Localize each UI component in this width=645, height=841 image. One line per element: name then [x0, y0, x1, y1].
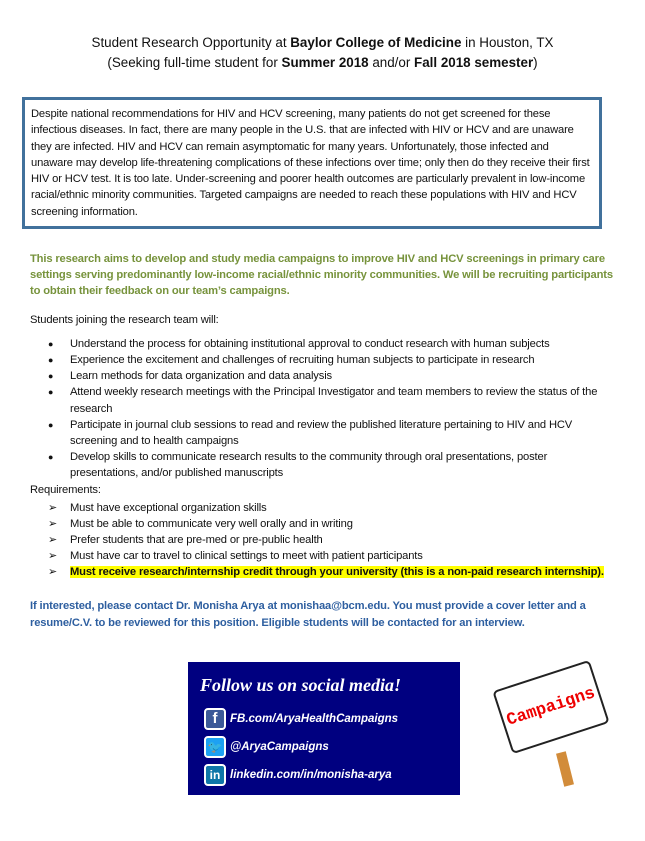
- list-item: [48, 532, 608, 548]
- arrow-icon: ➢: [48, 501, 58, 514]
- requirements-list: [48, 500, 608, 580]
- facebook-icon: f: [204, 708, 226, 730]
- list-item: ● Attend weekly research meetings with the Principal Investigator and team members to review the status of the research: [48, 384, 608, 416]
- twitter-handle[interactable]: @AryaCampaigns: [230, 740, 329, 753]
- contact-info: If interested, please contact Dr. Monisha Arya at monishaa@bcm.edu. You must provide a cover letter and a resume/C.V. to be reviewed for this position. Eligible students will be contacted for an interview.: [30, 599, 586, 629]
- social-heading: Follow us on social media!: [200, 674, 402, 695]
- list-item: [48, 516, 608, 532]
- institution-name: Baylor College of Medicine: [290, 35, 462, 50]
- list-item: ● Participate in journal club sessions to read and review the published literature pertaining to HIV and HCV screening and to health campaigns: [48, 417, 608, 449]
- students-intro: Students joining the research team will:: [30, 313, 219, 326]
- list-item: ● Learn methods for data organization and data analysis: [48, 368, 608, 384]
- twitter-icon: 🐦: [204, 736, 226, 758]
- term-fall: Fall 2018 semester: [414, 55, 534, 70]
- linkedin-icon: in: [204, 764, 226, 786]
- list-item: ● Experience the excitement and challenges of recruiting human subjects to participate in research: [48, 352, 608, 368]
- social-media-panel: [188, 662, 460, 795]
- title-text: Student Research Opportunity at: [91, 35, 291, 50]
- title-text: in Houston, TX: [461, 35, 554, 50]
- arrow-icon: ➢: [48, 565, 58, 578]
- student-benefits-list: [48, 336, 608, 482]
- requirement-text: Must have car to travel to clinical settings to meet with patient participants: [70, 549, 423, 562]
- list-item: ● Understand the process for obtaining institutional approval to conduct research with human subjects: [48, 336, 608, 352]
- sign-stick: [556, 751, 574, 786]
- highlighted-requirement: Must receive research/internship credit through your university (this is a non-paid research internship).: [70, 565, 604, 578]
- subtitle-text: (Seeking full-time student for: [107, 55, 282, 70]
- subtitle-text: and/or: [368, 55, 415, 70]
- arrow-icon: ➢: [48, 517, 58, 530]
- requirement-text: Must have exceptional organization skills: [70, 501, 267, 514]
- facebook-url[interactable]: FB.com/AryaHealthCampaigns: [230, 712, 399, 725]
- arrow-icon: ➢: [48, 549, 58, 562]
- facebook-link[interactable]: [204, 708, 398, 730]
- list-item: ● Develop skills to communicate research results to the community through oral presentations, poster presentations, and/or published manuscripts: [48, 449, 608, 481]
- requirement-text: Prefer students that are pre-med or pre-public health: [70, 533, 323, 546]
- subtitle-text: ): [533, 55, 538, 70]
- requirement-text: Must be able to communicate very well orally and in writing: [70, 517, 353, 530]
- campaigns-sign: [492, 659, 609, 753]
- list-item: [48, 564, 608, 580]
- list-item: [48, 500, 608, 516]
- twitter-link[interactable]: [204, 736, 329, 758]
- linkedin-url[interactable]: linkedin.com/in/monisha-arya: [230, 768, 392, 781]
- bottom-section: [0, 662, 645, 812]
- background-box: Despite national recommendations for HIV and HCV screening, many patients do not get screened for these infectious diseases. In fact, there are many people in the U.S. that are infected with HIV or HCV and are unaware they are infected. HIV and HCV can remain asymptomatic for many years. Unfortunately, those infected and unaware may develop life-threatening complications of these infections over time; only then do they receive their first HIV or HCV test. It is too late. Under-screening and poorer health outcomes are particularly prevalent in low-income racial/ethnic minority communities. Targeted campaigns are needed to reach these populations with HIV and HCV screening information.: [22, 97, 602, 229]
- arrow-icon: ➢: [48, 533, 58, 546]
- linkedin-link[interactable]: [204, 764, 392, 786]
- requirements-label: Requirements:: [30, 483, 101, 496]
- sign-text: Campaigns: [504, 683, 598, 730]
- research-aim: This research aims to develop and study media campaigns to improve HIV and HCV screenings in primary care settings serving predominantly low-income racial/ethnic minority communities. We will be recruiting participants to obtain their feedback on our team’s campaigns.: [30, 253, 613, 298]
- list-item: [48, 548, 608, 564]
- flyer-title: [0, 33, 645, 73]
- term-summer: Summer 2018: [281, 55, 369, 70]
